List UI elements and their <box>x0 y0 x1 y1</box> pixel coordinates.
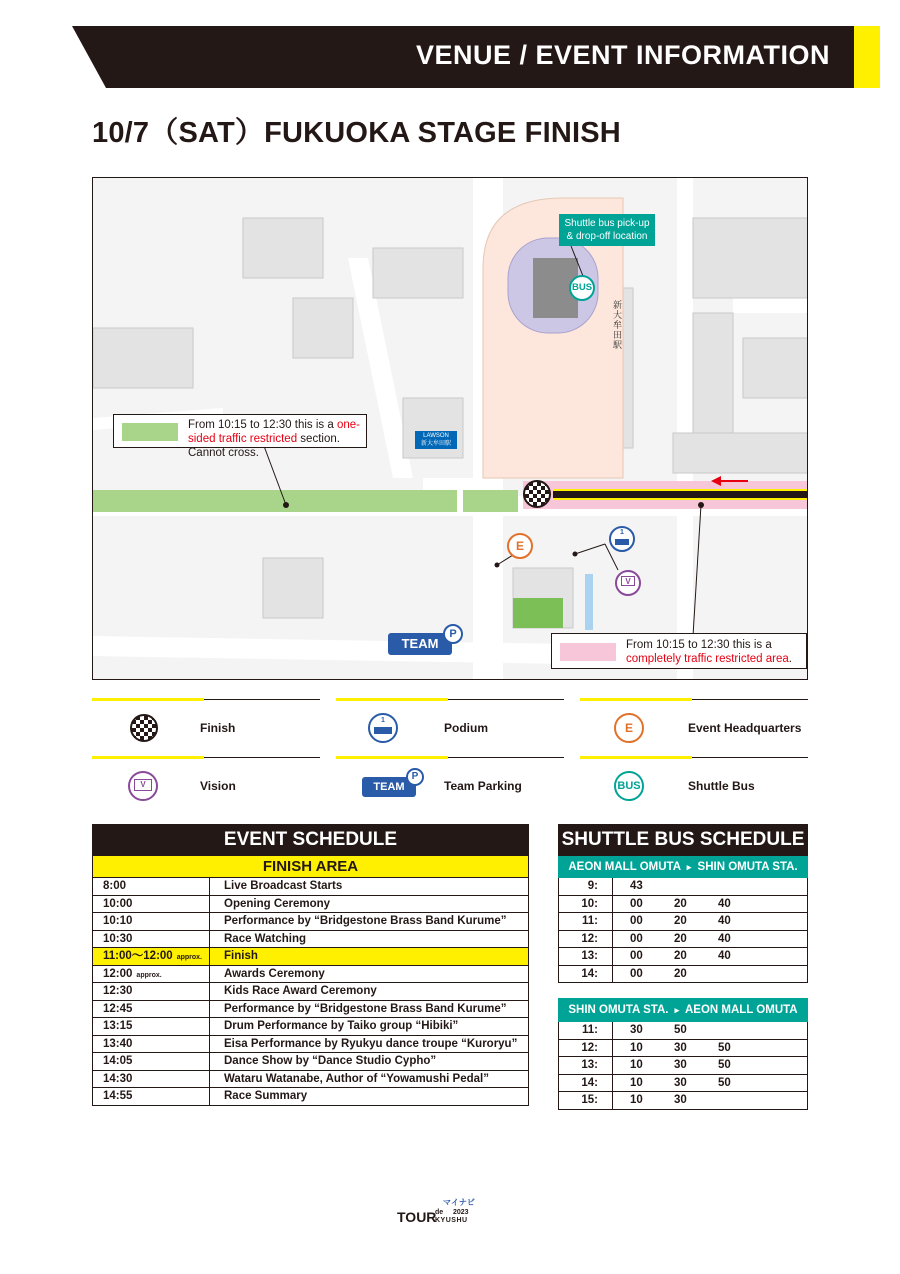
schedule-time-value: 13:15 <box>103 1020 133 1032</box>
shuttle-hour: 11: <box>559 913 613 930</box>
shuttle-minute: 50 <box>718 1076 731 1089</box>
station-name: 新大牟田駅 <box>613 300 623 350</box>
legend-vision-letter: V <box>134 779 152 791</box>
schedule-event: Awards Ceremony <box>224 967 325 980</box>
shuttle-row <box>558 1075 808 1093</box>
checkered-flag-icon <box>130 714 158 742</box>
schedule-event: Wataru Watanabe, Author of “Yowamushi Pedal” <box>224 1072 489 1085</box>
shuttle-row <box>558 878 808 896</box>
shuttle-row <box>558 1057 808 1075</box>
shuttle-tag <box>559 214 655 246</box>
shuttle-minute: 50 <box>718 1059 731 1071</box>
route-2-to: AEON MALL OMUTA <box>684 1004 798 1016</box>
event-schedule <box>92 824 529 1106</box>
schedule-row <box>92 966 529 984</box>
legend-divider <box>92 757 320 758</box>
schedule-time <box>93 878 210 895</box>
schedule-time <box>93 1001 210 1018</box>
route-1-arrow-icon: ▸ <box>686 862 692 872</box>
schedule-time <box>93 931 210 948</box>
map-event-hq-icon: E <box>507 533 533 559</box>
schedule-time-value: 10:00 <box>103 897 133 910</box>
shuttle-tag-line1: Shuttle bus pick-up <box>564 218 650 229</box>
legend-hq-label: Event Headquarters <box>688 721 802 735</box>
shuttle-row <box>558 1092 808 1110</box>
schedule-event: Performance by “Bridgestone Brass Band Kurume” <box>224 1002 507 1015</box>
shuttle-minute: 10 <box>630 1094 643 1106</box>
shuttle-minute: 30 <box>630 1024 643 1036</box>
podium-icon <box>368 713 398 743</box>
shuttle-hour: 15: <box>559 1092 613 1109</box>
schedule-time-value: 11:00〜12:00 <box>103 950 173 962</box>
shuttle-hour: 9: <box>559 878 613 895</box>
shuttle-row <box>558 896 808 914</box>
shuttle-minute: 00 <box>630 915 643 927</box>
lawson-line2: 新大牟田駅 <box>420 441 451 447</box>
callout-one-sided <box>113 414 367 459</box>
shuttle-minute: 40 <box>718 950 731 962</box>
vision-icon <box>128 771 158 801</box>
shuttle-minute: 20 <box>674 897 687 910</box>
schedule-time-value: 10:10 <box>103 915 133 927</box>
schedule-time-value: 14:55 <box>103 1090 133 1102</box>
shuttle-row <box>558 1040 808 1058</box>
schedule-time <box>93 1036 210 1053</box>
schedule-event: Dance Show by “Dance Studio Cypho” <box>224 1055 437 1067</box>
schedule-approx: approx. <box>176 954 202 961</box>
shuttle-minute: 30 <box>674 1076 687 1089</box>
legend-divider <box>336 757 564 758</box>
schedule-row <box>92 1053 529 1071</box>
shuttle-hour: 11: <box>559 1022 613 1039</box>
logo-de: de <box>435 1209 444 1216</box>
schedule-row <box>92 1036 529 1054</box>
schedule-event: Performance by “Bridgestone Brass Band Kurume” <box>224 915 507 927</box>
schedule-event: Live Broadcast Starts <box>224 880 343 892</box>
schedule-time <box>93 1071 210 1088</box>
schedule-time <box>93 983 210 1000</box>
logo-year: 2023 <box>453 1209 469 1216</box>
schedule-time <box>93 896 210 913</box>
schedule-row <box>92 896 529 914</box>
route-2-arrow-icon: ▸ <box>674 1005 680 1015</box>
schedule-event: Finish <box>224 950 258 962</box>
schedule-row <box>92 913 529 931</box>
shuttle-minute: 10 <box>630 1059 643 1071</box>
schedule-time-value: 14:30 <box>103 1072 133 1085</box>
shuttle-hour: 12: <box>559 931 613 948</box>
shuttle-minute: 43 <box>630 880 643 892</box>
shuttle-minute: 20 <box>674 932 687 945</box>
lawson-sign <box>415 431 457 449</box>
tour-de-kyushu-logo <box>397 1197 503 1227</box>
map-podium-icon <box>609 526 635 552</box>
shuttle-minute: 40 <box>718 897 731 910</box>
legend-divider <box>92 699 320 700</box>
shuttle-hour: 13: <box>559 948 613 965</box>
shuttle-minute: 00 <box>630 932 643 945</box>
schedule-row <box>92 1018 529 1036</box>
shuttle-schedule <box>558 824 808 983</box>
shuttle-minute: 20 <box>674 967 687 980</box>
logo-kyushu: KYUSHU <box>435 1217 468 1224</box>
shuttle-row <box>558 913 808 931</box>
legend-divider <box>580 699 808 700</box>
page-title: 10/7（SAT）FUKUOKA STAGE FINISH <box>92 117 621 149</box>
schedule-time-value: 10:30 <box>103 932 133 945</box>
map-vision-icon <box>615 570 641 596</box>
legend-divider <box>580 757 808 758</box>
schedule-row <box>92 1001 529 1019</box>
map-bus-icon: BUS <box>569 275 595 301</box>
map-podium-number: 1 <box>620 529 624 536</box>
parking-icon: P <box>406 768 424 786</box>
route-2-from: SHIN OMUTA STA. <box>568 1004 669 1016</box>
schedule-event: Eisa Performance by Ryukyu dance troupe “Kuroryu” <box>224 1037 518 1050</box>
shuttle-minute: 50 <box>718 1041 731 1054</box>
shuttle-minute: 30 <box>674 1094 687 1106</box>
callout-one-sided-red2: traffic restricted <box>218 433 298 445</box>
schedule-time <box>93 948 210 965</box>
schedule-time-value: 12:45 <box>103 1002 133 1015</box>
callout-complete-post: . <box>788 653 792 665</box>
schedule-row <box>92 1071 529 1089</box>
event-schedule-title: EVENT SCHEDULE <box>92 824 529 856</box>
legend-podium-label: Podium <box>444 721 488 735</box>
legend-finish-label: Finish <box>200 721 236 735</box>
shuttle-minute: 40 <box>718 932 731 945</box>
schedule-approx: approx. <box>136 971 162 979</box>
schedule-event: Race Summary <box>224 1090 308 1102</box>
schedule-time <box>93 1018 210 1035</box>
event-schedule-rows <box>92 878 529 1106</box>
map-parking-icon: P <box>443 624 463 644</box>
shuttle-minute: 20 <box>674 950 687 962</box>
shuttle-minute: 20 <box>674 915 687 927</box>
schedule-time <box>93 913 210 930</box>
logo-tour: TOUR <box>397 1209 437 1225</box>
lawson-line1: LAWSON <box>423 433 449 439</box>
shuttle-row <box>558 966 808 984</box>
schedule-time-value: 8:00 <box>103 880 127 892</box>
shuttle-minute: 00 <box>630 967 643 980</box>
shuttle-schedule-return <box>558 998 808 1110</box>
schedule-row <box>92 948 529 966</box>
shuttle-row <box>558 1022 808 1040</box>
schedule-row <box>92 878 529 896</box>
shuttle-minute: 30 <box>674 1041 687 1054</box>
shuttle-row <box>558 948 808 966</box>
schedule-time <box>93 966 210 983</box>
shuttle-minute: 00 <box>630 897 643 910</box>
route-1-rows <box>558 878 808 983</box>
schedule-time <box>93 1088 210 1105</box>
shuttle-hour: 14: <box>559 966 613 983</box>
callout-complete <box>551 633 807 669</box>
callout-complete-red: completely traffic restricted area <box>626 653 789 665</box>
shuttle-hour: 14: <box>559 1075 613 1092</box>
callout-one-sided-post: section. Cannot cross. <box>188 433 340 459</box>
swatch-complete <box>560 643 616 661</box>
route-1-header <box>558 856 808 878</box>
shuttle-schedule-title: SHUTTLE BUS SCHEDULE <box>558 824 808 856</box>
legend-divider <box>336 699 564 700</box>
shuttle-minute: 10 <box>630 1076 643 1089</box>
legend-vision-label: Vision <box>200 779 236 793</box>
schedule-time <box>93 1053 210 1070</box>
shuttle-minute: 50 <box>674 1024 687 1036</box>
schedule-event: Kids Race Award Ceremony <box>224 985 377 997</box>
team-parking-icon: TEAM <box>362 777 416 797</box>
shuttle-tag-line2: & drop-off location <box>566 231 648 242</box>
schedule-time-value: 12:00 <box>103 967 133 980</box>
legend-team-label: Team Parking <box>444 779 522 793</box>
route-1-from: AEON MALL OMUTA <box>568 861 681 873</box>
event-schedule-section: FINISH AREA <box>92 856 529 878</box>
schedule-event: Opening Ceremony <box>224 897 331 910</box>
callout-complete-pre: From 10:15 to 12:30 this is a <box>626 639 772 651</box>
shuttle-hour: 12: <box>559 1040 613 1057</box>
schedule-time-value: 13:40 <box>103 1037 133 1050</box>
logo-sponsor: マイナビ <box>443 1198 475 1207</box>
schedule-event: Drum Performance by Taiko group “Hibiki” <box>224 1020 459 1032</box>
header-accent <box>854 26 880 88</box>
shuttle-minute: 10 <box>630 1041 643 1054</box>
shuttle-minute: 40 <box>718 915 731 927</box>
shuttle-hour: 10: <box>559 896 613 913</box>
bus-icon: BUS <box>614 771 644 801</box>
route-2-header <box>558 998 808 1022</box>
map-vision-badge: V <box>621 576 635 586</box>
shuttle-row <box>558 931 808 949</box>
map-team-label: TEAM <box>388 633 452 655</box>
swatch-one-sided <box>122 423 178 441</box>
map-finish-icon <box>523 480 551 508</box>
shuttle-minute: 00 <box>630 950 643 962</box>
callout-one-sided-red1: one-sided <box>188 419 360 445</box>
schedule-row <box>92 1088 529 1106</box>
schedule-time-value: 14:05 <box>103 1055 133 1067</box>
event-hq-icon: E <box>614 713 644 743</box>
schedule-time-value: 12:30 <box>103 985 133 997</box>
route-2-rows <box>558 1022 808 1110</box>
shuttle-hour: 13: <box>559 1057 613 1074</box>
venue-map <box>92 177 808 680</box>
callout-one-sided-pre: From 10:15 to 12:30 this is a <box>188 419 337 431</box>
legend-bus-label: Shuttle Bus <box>688 779 755 793</box>
legend-podium-number: 1 <box>381 717 385 724</box>
route-1-to: SHIN OMUTA STA. <box>697 861 798 873</box>
shuttle-minute: 30 <box>674 1059 687 1071</box>
schedule-row <box>92 983 529 1001</box>
schedule-event: Race Watching <box>224 932 307 945</box>
schedule-row <box>92 931 529 949</box>
header-title: VENUE / EVENT INFORMATION <box>415 40 830 70</box>
